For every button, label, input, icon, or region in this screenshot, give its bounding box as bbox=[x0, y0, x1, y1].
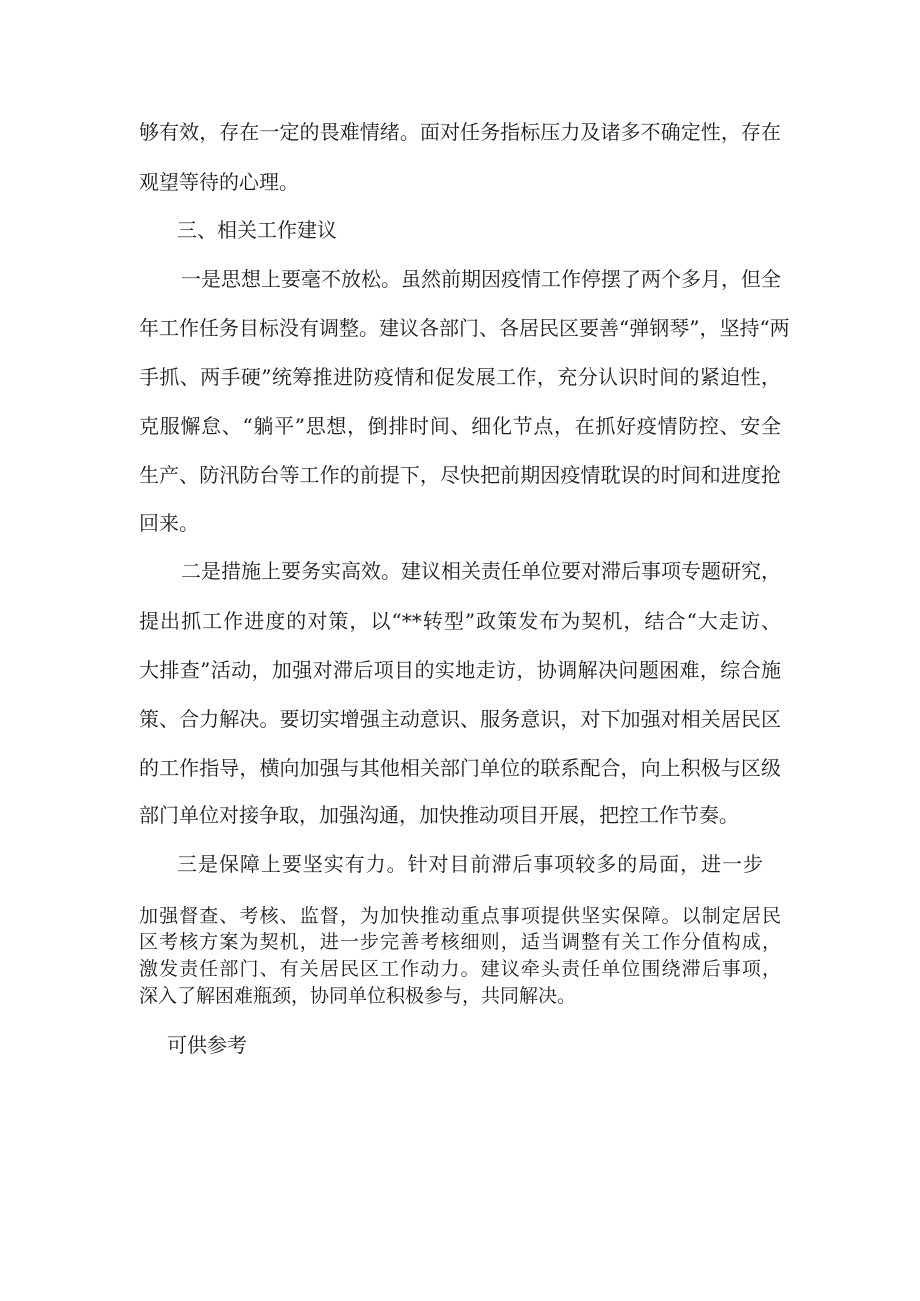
paragraph-one-line-6: 回来。 bbox=[139, 511, 199, 535]
paragraph-two-line-3: 大排查”活动，加强对滞后项目的实地走访，协调解决问题困难，综合施 bbox=[139, 658, 781, 682]
section-heading: 三、相关工作建议 bbox=[177, 218, 337, 242]
paragraph-two-line-6: 部门单位对接争取，加强沟通，加快推动项目开展，把控工作节奏。 bbox=[139, 803, 739, 827]
paragraph-one-line-3: 手抓、两手硬”统筹推进防疫情和促发展工作，充分认识时间的紧迫性， bbox=[139, 365, 781, 389]
paragraph-three-line-5: 深入了解困难瓶颈，协同单位积极参与，共同解决。 bbox=[139, 985, 577, 1007]
paragraph-three-line-2: 加强督查、考核、监督，为加快推动重点事项提供坚实保障。以制定居民 bbox=[139, 905, 781, 927]
closing-note: 可供参考 bbox=[167, 1033, 247, 1057]
paragraph-one-line-2: 年工作任务目标没有调整。建议各部门、各居民区要善“弹钢琴”，坚持“两 bbox=[139, 316, 790, 340]
paragraph-two-line-5: 的工作指导，横向加强与其他相关部门单位的联系配合，向上积极与区级 bbox=[139, 756, 781, 780]
paragraph-three-line-1: 三是保障上要坚实有力。针对目前滞后事项较多的局面，进一步 bbox=[177, 852, 763, 876]
paragraph-continued-line-2: 观望等待的心理。 bbox=[139, 170, 299, 194]
paragraph-three-line-3: 区考核方案为契机，进一步完善考核细则，适当调整有关工作分值构成， bbox=[139, 931, 781, 953]
paragraph-two-line-1: 二是措施上要务实高效。建议相关责任单位要对滞后事项专题研究， bbox=[181, 559, 781, 583]
paragraph-one-line-1: 一是思想上要毫不放松。虽然前期因疫情工作停摆了两个多月，但全 bbox=[181, 267, 781, 291]
paragraph-three-line-4: 激发责任部门、有关居民区工作动力。建议牵头责任单位围绕滞后事项， bbox=[139, 958, 781, 980]
paragraph-two-line-4: 策、合力解决。要切实增强主动意识、服务意识，对下加强对相关居民区 bbox=[139, 707, 781, 731]
paragraph-one-line-5: 生产、防汛防台等工作的前提下，尽快把前期因疫情耽误的时间和进度抢 bbox=[139, 463, 781, 487]
paragraph-two-line-2: 提出抓工作进度的对策，以“**转型”政策发布为契机，结合“大走访、 bbox=[139, 609, 781, 633]
paragraph-one-line-4: 克服懈怠、“躺平”思想，倒排时间、细化节点，在抓好疫情防控、安全 bbox=[139, 414, 781, 438]
paragraph-continued-line-1: 够有效，存在一定的畏难情绪。面对任务指标压力及诸多不确定性，存在 bbox=[139, 120, 781, 144]
